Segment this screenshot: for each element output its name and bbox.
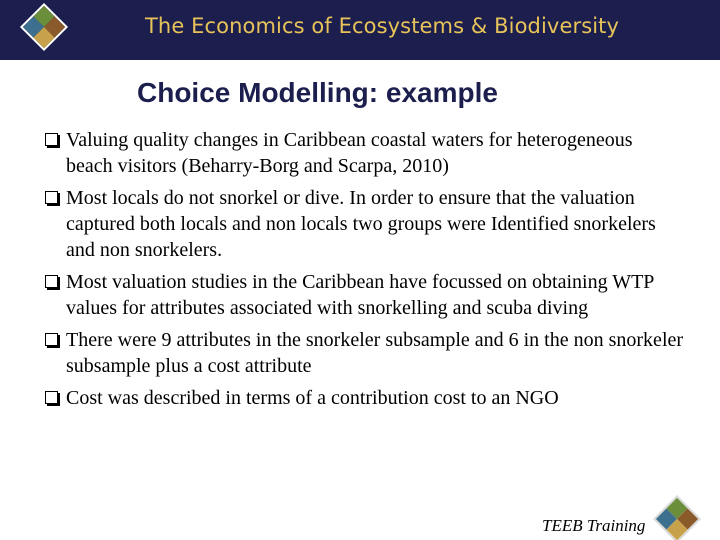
bullet-text: There were 9 attributes in the snorkeler subsample and 6 in the non snorkeler subsample plus a cost attribute — [66, 329, 684, 377]
header-banner — [0, 0, 720, 60]
bullet-text: Most valuation studies in the Caribbean have focussed on obtaining WTP values for attributes associated with snorkelling and scuba diving — [66, 271, 654, 319]
footer-label: TEEB Training — [542, 516, 646, 535]
bullet-item — [44, 185, 684, 263]
bullet-item — [44, 327, 684, 379]
bullet-text: Cost was described in terms of a contribution cost to an NGO — [66, 387, 559, 409]
bullet-list — [44, 127, 684, 417]
banner-title: The Economics of Ecosystems & Biodiversity — [145, 14, 620, 38]
checkbox-bullet-icon — [45, 391, 58, 404]
checkbox-bullet-icon — [45, 275, 58, 288]
checkbox-bullet-icon — [45, 133, 58, 146]
teeb-logo-icon — [653, 495, 701, 540]
bullet-item — [44, 127, 684, 179]
bullet-text: Valuing quality changes in Caribbean coastal waters for heterogeneous beach visitors (Beharry-Borg and Scarpa, 2010) — [66, 129, 633, 177]
slide-title: Choice Modelling: example — [137, 77, 498, 108]
bullet-item — [44, 385, 684, 411]
checkbox-bullet-icon — [45, 333, 58, 346]
bullet-item — [44, 269, 684, 321]
checkbox-bullet-icon — [45, 191, 58, 204]
bullet-text: Most locals do not snorkel or dive. In order to ensure that the valuation captured both locals and non locals two groups were Identified snorkelers and non snorkelers. — [66, 187, 656, 261]
teeb-logo-icon — [20, 3, 68, 51]
